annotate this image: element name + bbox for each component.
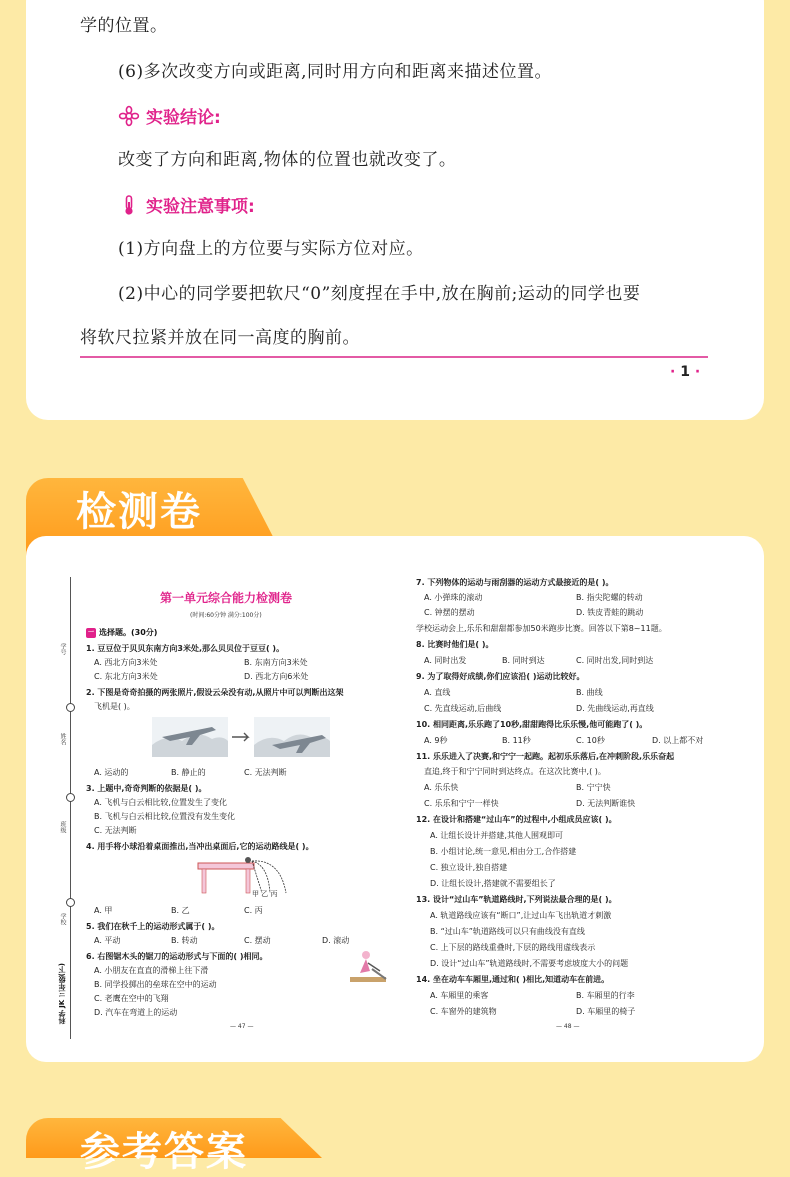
question-continued: 直追,终于和宁宁同时到达终点。在这次比赛中,( )。 <box>424 767 606 776</box>
option: C. 车窗外的建筑物 <box>430 1007 497 1016</box>
option: A. 乐乐快 <box>424 783 459 792</box>
option: B. 乙 <box>171 906 190 915</box>
option: B. 同学投掷出的垒球在空中的运动 <box>94 980 217 989</box>
flower-icon <box>118 105 140 127</box>
section-badge: 一 <box>87 628 94 636</box>
option: B. 宁宁快 <box>576 783 611 792</box>
binding-label: 学校 <box>59 913 66 925</box>
binding-circle <box>66 898 75 907</box>
option: D. 西北方向6米处 <box>244 672 309 681</box>
binding-margin <box>56 573 78 1043</box>
option: C. 老鹰在空中的飞翔 <box>94 994 169 1003</box>
text-line: 学的位置。 <box>80 16 168 36</box>
page-footer: — 48 — <box>556 1023 580 1030</box>
option: A. 轨道路线应该有“断口”,让过山车飞出轨道才刺激 <box>430 911 612 920</box>
option: C. 东北方向3米处 <box>94 672 158 681</box>
option: D. 让组长设计,搭建就不需要组长了 <box>430 879 556 888</box>
option: D. 汽车在弯道上的运动 <box>94 1008 178 1017</box>
option: A. 平动 <box>94 936 121 945</box>
option: C. 摆动 <box>244 936 271 945</box>
option: A. 让组长设计并搭建,其他人围观即可 <box>430 831 563 840</box>
question: 13. 设计“过山车”轨道路线时,下列说法最合理的是( )。 <box>416 895 617 904</box>
option: C. 乐乐和宁宁一样快 <box>424 799 499 808</box>
notes-heading-label: 实验注意事项: <box>146 197 255 217</box>
text-line: 将软尺拉紧并放在同一高度的胸前。 <box>80 328 360 348</box>
option: C. 同时出发,同时到达 <box>576 656 654 665</box>
option: B. 同时到达 <box>502 656 545 665</box>
option: C. 丙 <box>244 906 263 915</box>
option: C. 无法判断 <box>94 826 137 835</box>
option: B. 11秒 <box>502 736 531 745</box>
binding-circle <box>66 703 75 712</box>
option: B. 东南方向3米处 <box>244 658 308 667</box>
binding-label: 学号 <box>59 643 66 655</box>
option: B. 车厢里的行李 <box>576 991 635 1000</box>
option: B. 静止的 <box>171 768 206 777</box>
option: A. 甲 <box>94 906 113 915</box>
page-footer: — 47 — <box>230 1023 254 1030</box>
binding-circle <box>66 793 75 802</box>
table-ball-figure <box>196 855 296 897</box>
option: C. 独立设计,独自搭建 <box>430 863 508 872</box>
option: A. 9秒 <box>424 736 448 745</box>
notes-heading <box>118 192 255 217</box>
binding-label: 姓名 <box>59 733 66 745</box>
text-line: (1)方向盘上的方位要与实际方位对应。 <box>118 239 424 259</box>
question: 8. 比赛时他们是( )。 <box>416 640 494 649</box>
option: A. 运动的 <box>94 768 129 777</box>
option: C. 无法判断 <box>244 768 287 777</box>
option: C. 先直线运动,后曲线 <box>424 704 502 713</box>
exam-subtitle: (时间:60分钟 满分:100分) <box>190 612 262 619</box>
exam-page-right <box>412 573 742 1043</box>
option: D. 铁皮青蛙的跳动 <box>576 608 644 617</box>
option: B. “过山车”轨道路线可以只有曲线没有直线 <box>430 927 585 936</box>
option: B. 指尖陀螺的转动 <box>576 593 643 602</box>
question: 9. 为了取得好成绩,你们应该沿( )运动比较好。 <box>416 672 585 681</box>
conclusion-heading-label: 实验结论: <box>146 108 221 128</box>
question: 1. 豆豆位于贝贝东南方向3米处,那么贝贝位于豆豆( )。 <box>86 644 285 653</box>
option: B. 曲线 <box>576 688 603 697</box>
thermometer-icon <box>118 194 140 216</box>
option: D. 设计“过山车”轨道路线时,不需要考虑坡度大小的问题 <box>430 959 629 968</box>
exam-page-left <box>56 573 396 1043</box>
option: B. 飞机与白云相比较,位置没有发生变化 <box>94 812 236 821</box>
text-line: (6)多次改变方向或距离,同时用方向和距离来描述位置。 <box>118 62 552 82</box>
question: 14. 坐在动车车厢里,通过和( )相比,知道动车在前进。 <box>416 975 610 984</box>
section-tab-label: 检测卷 <box>76 489 202 535</box>
option: A. 飞机与白云相比较,位置发生了变化 <box>94 798 227 807</box>
binding-subject: 科学 JK 三年级(下) <box>58 963 66 1025</box>
question: 4. 用手将小球沿着桌面推出,当冲出桌面后,它的运动路线是( )。 <box>86 842 314 851</box>
question: 12. 在设计和搭建“过山车”的过程中,小组成员应该( )。 <box>416 815 617 824</box>
option: A. 车厢里的乘客 <box>430 991 489 1000</box>
option: A. 西北方向3米处 <box>94 658 158 667</box>
answer-tab-label: 参考答案 <box>80 1129 248 1175</box>
question: 7. 下列物体的运动与雨刮器的运动方式最接近的是( )。 <box>416 578 614 587</box>
option: D. 以上都不对 <box>652 736 704 745</box>
question: 6. 右图锯木头的锯刀的运动形式与下面的( )相同。 <box>86 952 268 961</box>
section-heading-label: 选择题。(30分) <box>99 628 158 637</box>
option: D. 滚动 <box>322 936 350 945</box>
option: A. 小朋友在直直的滑梯上往下滑 <box>94 966 209 975</box>
question: 10. 相同距离,乐乐跑了10秒,甜甜跑得比乐乐慢,他可能跑了( )。 <box>416 720 648 729</box>
option: A. 小弹珠的滚动 <box>424 593 483 602</box>
option: D. 先曲线运动,再直线 <box>576 704 654 713</box>
question: 11. 乐乐进入了决赛,和宁宁一起跑。起初乐乐落后,在冲刺阶段,乐乐奋起 <box>416 752 675 761</box>
option: B. 转动 <box>171 936 198 945</box>
question: 5. 我们在秋千上的运动形式属于( )。 <box>86 922 220 931</box>
question: 3. 上题中,奇奇判断的依据是( )。 <box>86 784 207 793</box>
divider <box>80 356 708 358</box>
option: B. 小组讨论,统一意见,相由分工,合作搭建 <box>430 847 577 856</box>
sawing-figure <box>346 949 390 989</box>
exam-title: 第一单元综合能力检测卷 <box>160 591 293 605</box>
option: C. 10秒 <box>576 736 605 745</box>
option: A. 同时出发 <box>424 656 467 665</box>
conclusion-heading <box>118 103 221 128</box>
figure-label: 甲 乙 丙 <box>252 890 278 898</box>
option: C. 上下层的路线重叠时,下层的路线用虚线表示 <box>430 943 596 952</box>
option: D. 无法判断谁快 <box>576 799 636 808</box>
page-number-value: 1 <box>680 364 690 380</box>
passage-intro: 学校运动会上,乐乐和甜甜都参加50米跑步比赛。回答以下第8~11题。 <box>416 624 667 633</box>
section-heading <box>86 627 157 638</box>
option: D. 车厢里的椅子 <box>576 1007 636 1016</box>
airplane-photos <box>152 715 332 759</box>
page-number: · 1 · <box>670 364 701 380</box>
option: A. 直线 <box>424 688 451 697</box>
option: C. 钟摆的摆动 <box>424 608 475 617</box>
question: 2. 下图是奇奇拍摄的两张照片,假设云朵没有动,从照片中可以判断出这架 <box>86 688 344 697</box>
top-card <box>26 0 764 420</box>
question-continued: 飞机是( )。 <box>94 702 135 711</box>
binding-label: 班级 <box>59 821 66 833</box>
text-line: (2)中心的同学要把软尺“0”刻度捏在手中,放在胸前;运动的同学也要 <box>118 284 641 304</box>
text-line: 改变了方向和距离,物体的位置也就改变了。 <box>118 150 457 170</box>
